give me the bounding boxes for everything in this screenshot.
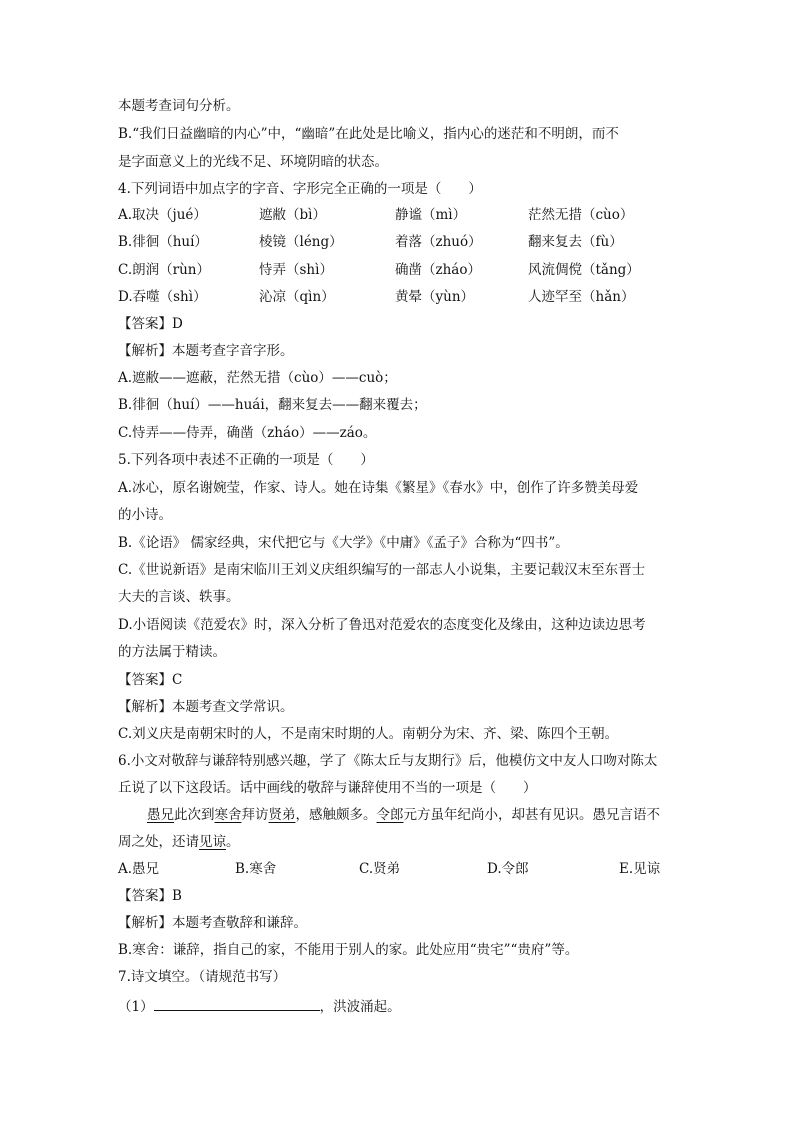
- q4-option-c-word-1: C.朗润（rùn）: [118, 262, 210, 278]
- intro-b-line-2: 是字面意义上的光线不足、环境阴暗的状态。: [118, 154, 388, 170]
- q6-stem-1: 6.小文对敬辞与谦辞特别感兴趣，学了《陈太丘与友期行》后，他模仿文中友人口吻对陈太: [118, 753, 658, 769]
- q7-stem: 7.诗文填空。（请规范书写）: [118, 969, 287, 985]
- q5-analysis: 【解析】本题考查文学常识。: [118, 699, 294, 715]
- q5-line-5: 大夫的言谈、轶事。: [118, 589, 240, 605]
- q5-line-7: 的方法属于精读。: [118, 644, 226, 660]
- q7-item-1: （1） ，洪波涌起。: [118, 996, 401, 1016]
- q5-answer: 【答案】C: [118, 672, 183, 688]
- underlined-word-linglang: 令郎: [376, 807, 404, 823]
- underlined-word-hanshe: 寒舍: [214, 807, 242, 823]
- q4-option-d-word-3: 黄晕（yùn）: [395, 289, 475, 305]
- q6-option-e: E.见谅: [619, 861, 661, 877]
- q4-answer: 【答案】D: [118, 316, 183, 332]
- q5-stem: 5.下列各项中表述不正确的一项是（ ）: [118, 452, 374, 468]
- q4-option-d-word-1: D.吞噬（shì）: [118, 289, 207, 305]
- q6-option-d: D.令郎: [487, 861, 529, 877]
- q4-option-d-word-4: 人迹罕至（hǎn）: [528, 289, 635, 305]
- q4-option-d-word-2: 沁凉（qìn）: [259, 289, 335, 305]
- q4-option-c-word-2: 恃弄（shì）: [259, 262, 333, 278]
- q5-line-4: C.《世说新语》是南宋临川王刘义庆组织编写的一部志人小说集，主要记载汉末至东晋士: [118, 562, 646, 578]
- q5-line-2: 的小诗。: [118, 507, 172, 523]
- q4-note-b: B.徘徊（huí）——huái，翻来复去——翻来覆去；: [118, 397, 427, 413]
- intro-line: 本题考查词句分析。: [118, 98, 240, 114]
- q4-analysis: 【解析】本题考查字音字形。: [118, 343, 294, 359]
- q5-line-6: D.小语阅读《范爱农》时，深入分析了鲁迅对范爱农的态度变化及缘由，这种边读边思考: [118, 617, 646, 633]
- fill-in-blank[interactable]: [154, 996, 320, 1011]
- q5-line-1: A.冰心，原名谢婉莹，作家、诗人。她在诗集《繁星》《春水》中，创作了许多赞美母爱: [118, 480, 639, 496]
- underlined-word-jianliang: 见谅: [199, 834, 226, 850]
- q4-option-b-word-1: B.徘徊（huí）: [118, 234, 208, 250]
- q4-option-a-word-1: A.取决（jué）: [118, 207, 207, 223]
- q6-note: B.寒舍：谦辞，指自己的家，不能用于别人的家。此处应用“贵宅”“贵府”等。: [118, 942, 579, 958]
- q6-passage-line-1: 愚兄此次到寒舍拜访贤弟，感触颇多。令郎元方虽年纪尚小，却甚有见识。愚兄言语不: [147, 807, 660, 823]
- q4-option-c-word-4: 风流倜傥（tǎng）: [528, 262, 640, 278]
- q4-option-b-word-2: 棱镜（léng）: [259, 234, 343, 250]
- q6-option-c: C.贤弟: [359, 861, 401, 877]
- underlined-word-xiandi: 贤弟: [268, 807, 296, 823]
- q4-note-c: C.恃弄——侍弄，确凿（zháo）——záo。: [118, 425, 377, 441]
- q4-option-a-word-3: 静谧（mì）: [395, 207, 467, 223]
- q5-note: C.刘义庆是南朝宋时的人，不是南宋时期的人。南朝分为宋、齐、梁、陈四个王朝。: [118, 726, 619, 742]
- q6-analysis: 【解析】本题考查敬辞和谦辞。: [118, 915, 307, 931]
- q4-option-a-word-4: 茫然无措（cùo）: [528, 207, 634, 223]
- q6-option-b: B.寒舍: [235, 861, 277, 877]
- q4-option-b-word-3: 着落（zhuó）: [395, 234, 482, 250]
- underlined-word-yuxiong: 愚兄: [147, 807, 174, 823]
- q6-passage-line-2: 周之处，还请见谅。: [118, 834, 240, 850]
- q4-stem: 4.下列词语中加点字的字音、字形完全正确的一项是（ ）: [118, 181, 482, 197]
- q4-note-a: A.遮敝——遮蔽，茫然无措（cùo）——cuò；: [118, 370, 397, 386]
- q4-option-c-word-3: 确凿（zháo）: [395, 262, 481, 278]
- q5-line-3: B.《论语》 儒家经典，宋代把它与《大学》《中庸》《孟子》合称为“四书”。: [118, 535, 569, 551]
- intro-b-line-1: B.“我们日益幽暗的内心”中，“幽暗”在此处是比喻义，指内心的迷茫和不明朗，而不: [118, 126, 619, 142]
- q6-stem-2: 丘说了以下这段话。话中画线的敬辞与谦辞使用不当的一项是（ ）: [118, 780, 537, 796]
- q4-option-b-word-4: 翻来复去（fù）: [528, 234, 623, 250]
- q6-answer: 【答案】B: [118, 888, 182, 904]
- q4-option-a-word-2: 遮敝（bì）: [259, 207, 326, 223]
- q6-option-a: A.愚兄: [118, 861, 160, 877]
